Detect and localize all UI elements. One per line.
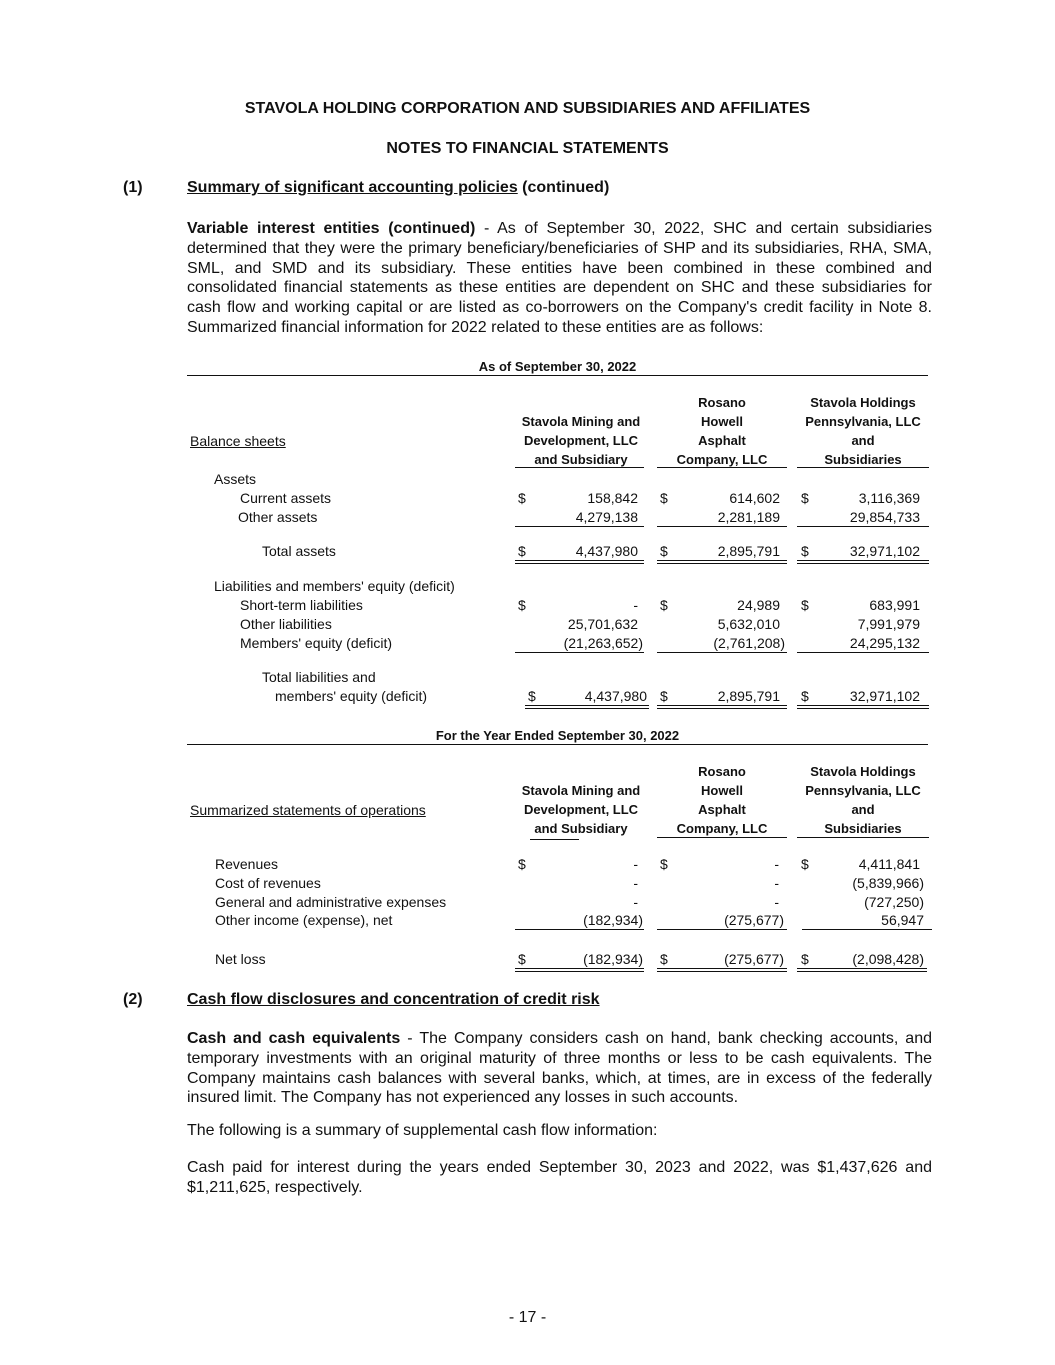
liabilities-label: Liabilities and members' equity (deficit) bbox=[214, 578, 455, 594]
other-liabilities-col3: 7,991,979 bbox=[857, 616, 920, 632]
cost-col1: - bbox=[633, 875, 638, 891]
ops-col1-header: Stavola Mining and Development, LLC and Subsidiary bbox=[521, 783, 641, 836]
dollar-sign: $ bbox=[660, 951, 668, 967]
dollar-sign: $ bbox=[660, 543, 668, 559]
short-term-label: Short-term liabilities bbox=[240, 597, 363, 613]
cost-col3: (5,839,966) bbox=[852, 875, 924, 891]
net-loss-col2: (275,677) bbox=[724, 951, 784, 967]
other-income-rule bbox=[515, 929, 644, 930]
revenues-col2: - bbox=[774, 856, 779, 872]
dollar-sign: $ bbox=[801, 688, 809, 704]
members-equity-rule bbox=[797, 652, 929, 653]
total-assets-double-rule bbox=[515, 560, 644, 564]
other-assets-col3: 29,854,733 bbox=[849, 509, 920, 525]
ga-col2: - bbox=[774, 894, 779, 910]
other-income-rule bbox=[802, 929, 932, 930]
members-equity-col2: (2,761,208) bbox=[713, 635, 785, 651]
short-term-col1: - bbox=[633, 597, 638, 613]
net-loss-double-rule bbox=[657, 968, 787, 972]
ops-period-header: For the Year Ended September 30, 2022 bbox=[435, 728, 680, 743]
dollar-sign: $ bbox=[518, 856, 526, 872]
total-assets-double-rule bbox=[657, 560, 787, 564]
revenues-col3: 4,411,841 bbox=[858, 856, 920, 872]
interest-paid-paragraph: Cash paid for interest during the years ended September 30, 2023 and 2022, was $1,437,626 and $1,211,625, respectively. bbox=[187, 1159, 932, 1196]
cash-equivalents-lead: Cash and cash equivalents bbox=[187, 1030, 401, 1047]
net-loss-col1: (182,934) bbox=[583, 951, 643, 967]
other-income-label: Other income (expense), net bbox=[215, 912, 393, 928]
ga-label: General and administrative expenses bbox=[215, 894, 447, 910]
ops-period-rule bbox=[187, 744, 928, 745]
total-liabilities-col2: 2,895,791 bbox=[717, 688, 780, 704]
total-liabilities-double-rule bbox=[525, 705, 649, 709]
other-liabilities-col2: 5,632,010 bbox=[717, 616, 780, 632]
balance-col2-header-rule bbox=[657, 467, 787, 468]
dollar-sign: $ bbox=[518, 951, 526, 967]
revenues-label: Revenues bbox=[215, 856, 279, 872]
total-liabilities-double-rule bbox=[797, 705, 929, 709]
section-2-title: Cash flow disclosures and concentration of credit risk bbox=[187, 991, 600, 1008]
dollar-sign: $ bbox=[518, 597, 526, 613]
ga-col1: - bbox=[633, 894, 638, 910]
dollar-sign: $ bbox=[528, 688, 536, 704]
current-assets-label: Current assets bbox=[240, 490, 332, 506]
other-income-rule bbox=[657, 929, 787, 930]
ops-label: Summarized statements of operations bbox=[190, 802, 426, 818]
dollar-sign: $ bbox=[518, 490, 526, 506]
current-assets-col2: 614,602 bbox=[729, 490, 780, 506]
ops-col3-header-rule bbox=[797, 837, 929, 838]
section-1-number: (1) bbox=[123, 179, 143, 196]
ops-col1-header-rule bbox=[530, 839, 579, 840]
balance-period-header: As of September 30, 2022 bbox=[478, 359, 637, 374]
other-assets-col2: 2,281,189 bbox=[717, 509, 780, 525]
current-assets-col3: 3,116,369 bbox=[858, 490, 920, 506]
total-assets-col3: 32,971,102 bbox=[849, 543, 920, 559]
dollar-sign: $ bbox=[801, 543, 809, 559]
dollar-sign: $ bbox=[660, 597, 668, 613]
total-liabilities-double-rule bbox=[657, 705, 787, 709]
total-assets-col1: 4,437,980 bbox=[575, 543, 638, 559]
dollar-sign: $ bbox=[801, 856, 809, 872]
notes-title: NOTES TO FINANCIAL STATEMENTS bbox=[386, 140, 669, 157]
members-equity-rule bbox=[515, 652, 644, 653]
total-liabilities-label-line1: Total liabilities and bbox=[262, 669, 376, 685]
short-term-col2: 24,989 bbox=[737, 597, 780, 613]
net-loss-double-rule bbox=[515, 968, 644, 972]
other-assets-rule bbox=[797, 526, 929, 527]
other-liabilities-label: Other liabilities bbox=[240, 616, 332, 632]
balance-col3-header-rule bbox=[797, 467, 929, 468]
dollar-sign: $ bbox=[660, 490, 668, 506]
total-assets-label: Total assets bbox=[262, 543, 336, 559]
net-loss-col3: (2,098,428) bbox=[852, 951, 924, 967]
balance-period-rule bbox=[187, 375, 928, 376]
section-1-title-suffix: (continued) bbox=[517, 179, 610, 196]
other-assets-label: Other assets bbox=[238, 509, 318, 525]
short-term-col3: 683,991 bbox=[869, 597, 920, 613]
ops-col2-header-rule bbox=[657, 837, 787, 838]
cost-label: Cost of revenues bbox=[215, 875, 321, 891]
total-liabilities-col3: 32,971,102 bbox=[849, 688, 920, 704]
total-assets-double-rule bbox=[797, 560, 929, 564]
net-loss-label: Net loss bbox=[215, 951, 266, 967]
members-equity-label: Members' equity (deficit) bbox=[240, 635, 393, 651]
other-liabilities-col1: 25,701,632 bbox=[567, 616, 638, 632]
other-income-col3: 56,947 bbox=[881, 912, 924, 928]
page-number: - 17 - bbox=[508, 1309, 547, 1326]
dollar-sign: $ bbox=[518, 543, 526, 559]
total-liabilities-col1: 4,437,980 bbox=[584, 688, 647, 704]
balance-col2-header: Rosano Howell Asphalt Company, LLC bbox=[676, 395, 768, 467]
members-equity-rule bbox=[657, 652, 787, 653]
cash-equivalents-text: - The Company considers cash on hand, bank checking accounts, and temporary investments with an original maturity of three months or less to be cash equivalents. The Company maintains cash balances with several banks, which, at times, are in excess of the federally insured limit. The Company has not experienced any losses in such accounts. bbox=[187, 1030, 933, 1107]
members-equity-col3: 24,295,132 bbox=[849, 635, 920, 651]
assets-label: Assets bbox=[214, 471, 257, 487]
vie-paragraph bbox=[187, 219, 932, 338]
balance-sheets-label: Balance sheets bbox=[190, 433, 286, 449]
section-1-title: Summary of significant accounting policies bbox=[187, 179, 518, 196]
ops-col3-header: Stavola Holdings Pennsylvania, LLC and Subsidiaries bbox=[805, 764, 921, 836]
other-assets-rule bbox=[515, 526, 644, 527]
other-assets-rule bbox=[657, 526, 787, 527]
members-equity-col1: (21,263,652) bbox=[563, 635, 643, 651]
other-income-col2: (275,677) bbox=[724, 912, 784, 928]
section-1-heading bbox=[187, 179, 609, 197]
balance-col3-header: Stavola Holdings Pennsylvania, LLC and Subsidiaries bbox=[805, 395, 921, 467]
total-liabilities-label-line2: members' equity (deficit) bbox=[275, 688, 428, 704]
dollar-sign: $ bbox=[801, 490, 809, 506]
ga-col3: (727,250) bbox=[864, 894, 924, 910]
cost-col2: - bbox=[774, 875, 779, 891]
ops-col2-header: Rosano Howell Asphalt Company, LLC bbox=[676, 764, 768, 836]
cash-equivalents-paragraph bbox=[187, 1029, 932, 1108]
vie-paragraph-text: - As of September 30, 2022, SHC and certain subsidiaries determined that they were the primary beneficiary/beneficiaries of SHP and its subsidiaries, RHA, SMA, SML, and SMD and its subsidiary. These entities have been combined in these combined and consolidated financial statements as these entities are dependent on SHC and these subsidiaries for cash flow and working capital or are listed as co-borrowers on the Company's credit facility in Note 8. Summarized financial information for 2022 related to these entities are as follows: bbox=[187, 220, 932, 336]
vie-paragraph-lead: Variable interest entities (continued) bbox=[187, 220, 476, 237]
section-2-number: (2) bbox=[123, 991, 143, 1008]
dollar-sign: $ bbox=[801, 951, 809, 967]
company-title: STAVOLA HOLDING CORPORATION AND SUBSIDIARIES AND AFFILIATES bbox=[244, 100, 811, 117]
dollar-sign: $ bbox=[660, 856, 668, 872]
balance-col1-header-rule bbox=[515, 467, 644, 468]
total-assets-col2: 2,895,791 bbox=[717, 543, 780, 559]
dollar-sign: $ bbox=[801, 597, 809, 613]
dollar-sign: $ bbox=[660, 688, 668, 704]
other-income-col1: (182,934) bbox=[583, 912, 643, 928]
balance-col1-header: Stavola Mining and Development, LLC and Subsidiary bbox=[521, 414, 641, 467]
current-assets-col1: 158,842 bbox=[587, 490, 638, 506]
supplemental-intro: The following is a summary of supplemental cash flow information: bbox=[187, 1122, 658, 1139]
other-assets-col1: 4,279,138 bbox=[575, 509, 638, 525]
revenues-col1: - bbox=[633, 856, 638, 872]
net-loss-double-rule bbox=[797, 968, 927, 972]
